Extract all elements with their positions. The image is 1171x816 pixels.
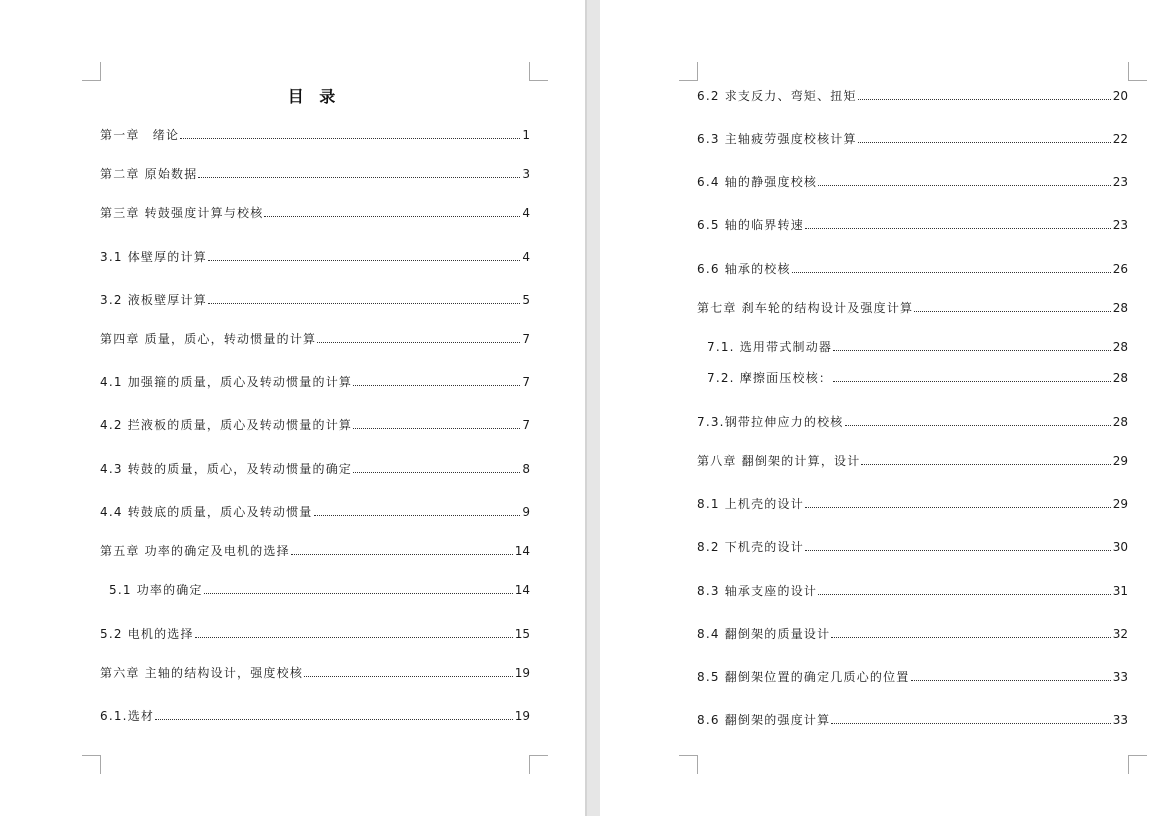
toc-page-number: 7 [522, 418, 530, 432]
toc-entry-text: 7.2. 摩擦面压校核： [707, 371, 833, 385]
toc-page-number: 23 [1112, 218, 1128, 232]
toc-entry-text: 7.3.钢带拉伸应力的校核 [697, 415, 844, 429]
toc-page-number: 8 [522, 462, 530, 476]
toc-entry-text: 第八章 翻倒架的计算，设计 [697, 454, 861, 468]
toc-entry-text: 4.1 加强箍的质量，质心及转动惯量的计算 [100, 375, 353, 389]
toc-entry[interactable] [100, 205, 530, 221]
toc-page-number: 15 [514, 627, 530, 641]
toc-leader-dots [831, 723, 1110, 724]
toc-leader-dots [264, 216, 520, 217]
toc-leader-dots [198, 177, 520, 178]
toc-page-number: 1 [522, 128, 530, 142]
toc-leader-dots [858, 99, 1111, 100]
toc-entry[interactable] [100, 292, 530, 308]
toc-page-number: 4 [522, 250, 530, 264]
toc-entry-text: 6.6 轴承的校核 [697, 262, 791, 276]
toc-leader-dots [353, 385, 520, 386]
toc-entry[interactable] [697, 174, 1128, 190]
toc-entry-text: 8.4 翻倒架的质量设计 [697, 627, 831, 641]
toc-leader-dots [818, 185, 1111, 186]
toc-page-number: 9 [522, 505, 530, 519]
toc-entry-text: 7.1. 选用带式制动器 [707, 340, 833, 354]
toc-page-number: 7 [522, 375, 530, 389]
toc-leader-dots [833, 350, 1111, 351]
toc-entry[interactable] [697, 217, 1128, 233]
toc-entry[interactable] [697, 414, 1128, 430]
toc-leader-dots [155, 719, 513, 720]
toc-entry-text: 6.2 求支反力、弯矩、扭矩 [697, 89, 857, 103]
toc-entry[interactable] [697, 626, 1128, 642]
toc-title: 目 录 [287, 87, 341, 106]
toc-page-number: 28 [1112, 371, 1128, 385]
toc-page-number: 28 [1112, 415, 1128, 429]
toc-leader-dots [805, 550, 1111, 551]
toc-page-number: 28 [1112, 340, 1128, 354]
toc-entry[interactable] [697, 131, 1128, 147]
margin-corner-bottom-right [529, 755, 548, 774]
margin-corner-bottom-left [679, 755, 698, 774]
document-page-left [0, 0, 585, 816]
toc-entry[interactable] [100, 127, 530, 143]
toc-entry[interactable] [697, 712, 1128, 728]
margin-corner-top-left [82, 62, 101, 81]
toc-entry-text: 4.2 拦液板的质量，质心及转动惯量的计算 [100, 418, 353, 432]
toc-page-number: 19 [514, 709, 530, 723]
toc-page-number: 30 [1112, 540, 1128, 554]
toc-leader-dots [861, 464, 1110, 465]
toc-entry[interactable] [100, 626, 530, 642]
toc-leader-dots [180, 138, 520, 139]
margin-corner-top-right [1128, 62, 1147, 81]
toc-entry-text: 第四章 质量，质心，转动惯量的计算 [100, 332, 317, 346]
toc-leader-dots [805, 507, 1111, 508]
margin-corner-bottom-right [1128, 755, 1147, 774]
toc-entry[interactable] [697, 300, 1128, 316]
toc-entry-text: 第六章 主轴的结构设计，强度校核 [100, 666, 304, 680]
page-gap [585, 0, 600, 816]
toc-leader-dots [317, 342, 520, 343]
toc-entry-text: 8.1 上机壳的设计 [697, 497, 804, 511]
toc-entry[interactable] [100, 374, 530, 390]
toc-page-number: 5 [522, 293, 530, 307]
margin-corner-top-right [529, 62, 548, 81]
toc-entry-text: 4.3 转鼓的质量，质心，及转动惯量的确定 [100, 462, 353, 476]
toc-page-number: 33 [1112, 670, 1128, 684]
toc-entry[interactable] [697, 261, 1128, 277]
toc-page-number: 31 [1112, 584, 1128, 598]
toc-leader-dots [845, 425, 1111, 426]
toc-page-number: 19 [514, 666, 530, 680]
toc-entry[interactable] [697, 539, 1128, 555]
toc-page-number: 22 [1112, 132, 1128, 146]
toc-entry-text: 8.3 轴承支座的设计 [697, 584, 818, 598]
toc-page-number: 29 [1112, 454, 1128, 468]
toc-leader-dots [911, 680, 1111, 681]
toc-entry[interactable] [707, 370, 1128, 386]
toc-leader-dots [291, 554, 513, 555]
toc-leader-dots [204, 593, 513, 594]
toc-leader-dots [353, 428, 520, 429]
toc-entry[interactable] [100, 543, 530, 559]
toc-entry[interactable] [697, 669, 1128, 685]
toc-leader-dots [208, 303, 520, 304]
toc-leader-dots [805, 228, 1111, 229]
toc-page-number: 4 [522, 206, 530, 220]
toc-entry-text: 5.1 功率的确定 [109, 583, 203, 597]
toc-entry-text: 6.4 轴的静强度校核 [697, 175, 818, 189]
margin-corner-top-left [679, 62, 698, 81]
toc-entry-text: 第一章 绪论 [100, 128, 180, 142]
toc-entry-text: 第三章 转鼓强度计算与校核 [100, 206, 264, 220]
toc-leader-dots [833, 381, 1111, 382]
toc-page-number: 7 [522, 332, 530, 346]
toc-entry[interactable] [697, 88, 1128, 104]
toc-leader-dots [914, 311, 1111, 312]
toc-entry[interactable] [697, 496, 1128, 512]
toc-entry-text: 8.6 翻倒架的强度计算 [697, 713, 831, 727]
margin-corner-bottom-left [82, 755, 101, 774]
toc-entry-text: 第七章 刹车轮的结构设计及强度计算 [697, 301, 914, 315]
toc-entry[interactable] [697, 583, 1128, 599]
toc-entry[interactable] [100, 166, 530, 182]
toc-page-number: 29 [1112, 497, 1128, 511]
toc-entry-text: 第二章 原始数据 [100, 167, 198, 181]
toc-page-number: 32 [1112, 627, 1128, 641]
toc-entry-text: 4.4 转鼓底的质量，质心及转动惯量 [100, 505, 313, 519]
toc-entry[interactable] [100, 249, 530, 265]
toc-entry[interactable] [100, 708, 530, 724]
toc-leader-dots [208, 260, 520, 261]
toc-leader-dots [831, 637, 1110, 638]
toc-leader-dots [314, 515, 521, 516]
toc-leader-dots [792, 272, 1111, 273]
toc-entry-text: 第五章 功率的确定及电机的选择 [100, 544, 290, 558]
toc-entry-text: 3.1 体壁厚的计算 [100, 250, 207, 264]
toc-page-number: 20 [1112, 89, 1128, 103]
toc-leader-dots [304, 676, 513, 677]
document-page-right [600, 0, 1171, 816]
toc-entry-text: 6.5 轴的临界转速 [697, 218, 804, 232]
toc-entry-text: 5.2 电机的选择 [100, 627, 194, 641]
toc-page-number: 14 [514, 544, 530, 558]
toc-page-number: 3 [522, 167, 530, 181]
toc-entry[interactable] [707, 339, 1128, 355]
toc-entry[interactable] [100, 665, 530, 681]
toc-page-number: 14 [514, 583, 530, 597]
toc-entry-text: 6.1.选材 [100, 709, 155, 723]
toc-page-number: 23 [1112, 175, 1128, 189]
toc-leader-dots [195, 637, 513, 638]
toc-page-number: 33 [1112, 713, 1128, 727]
toc-leader-dots [858, 142, 1111, 143]
toc-entry[interactable] [100, 461, 530, 477]
toc-page-number: 28 [1112, 301, 1128, 315]
toc-entry[interactable] [100, 417, 530, 433]
toc-entry[interactable] [100, 331, 530, 347]
toc-entry[interactable] [109, 582, 530, 598]
toc-leader-dots [353, 472, 520, 473]
toc-page-number: 26 [1112, 262, 1128, 276]
toc-leader-dots [818, 594, 1111, 595]
toc-entry[interactable] [697, 453, 1128, 469]
toc-entry-text: 6.3 主轴疲劳强度校核计算 [697, 132, 857, 146]
toc-entry-text: 8.2 下机壳的设计 [697, 540, 804, 554]
toc-entry[interactable] [100, 504, 530, 520]
toc-entry-text: 3.2 液板壁厚计算 [100, 293, 207, 307]
toc-entry-text: 8.5 翻倒架位置的确定几质心的位置 [697, 670, 910, 684]
